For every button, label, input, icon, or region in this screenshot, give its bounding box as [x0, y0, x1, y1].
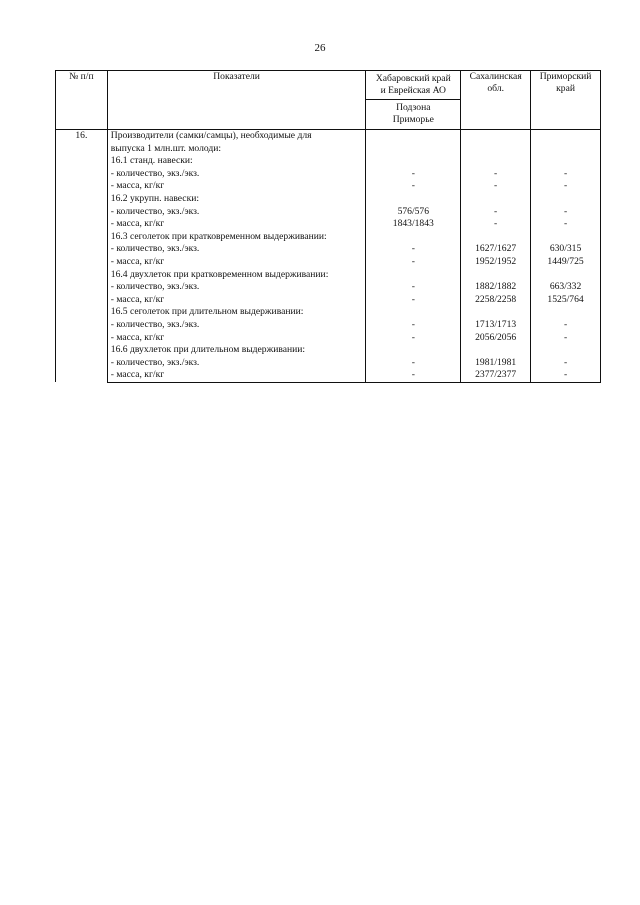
header-row	[56, 71, 601, 100]
khabarovsk-value: -	[366, 357, 461, 370]
table-row	[56, 344, 601, 357]
table-row	[56, 231, 601, 244]
table-row	[56, 294, 601, 307]
table-row	[56, 281, 601, 294]
sakhalin-value: 1952/1952	[461, 256, 531, 269]
indicator-cell: - количество, экз./экз.	[107, 206, 366, 219]
sakhalin-value: -	[461, 180, 531, 193]
sakhalin-value	[461, 344, 531, 357]
table-body	[56, 130, 601, 383]
primorsky-value: -	[531, 168, 601, 181]
sakhalin-value	[461, 306, 531, 319]
sakhalin-value	[461, 231, 531, 244]
khabarovsk-value: -	[366, 369, 461, 382]
header-num: № п/п	[56, 71, 108, 130]
table-row	[56, 357, 601, 370]
primorsky-value: -	[531, 357, 601, 370]
table-row	[56, 269, 601, 282]
khabarovsk-value	[366, 155, 461, 168]
header-sakhalin-line2: обл.	[487, 83, 504, 94]
row-number: 16.	[56, 130, 108, 383]
sakhalin-value: 2056/2056	[461, 332, 531, 345]
primorsky-value	[531, 231, 601, 244]
sakhalin-value	[461, 155, 531, 168]
sakhalin-value: 2258/2258	[461, 294, 531, 307]
sakhalin-value	[461, 143, 531, 156]
primorsky-value: -	[531, 218, 601, 231]
khabarovsk-value: -	[366, 294, 461, 307]
table-row	[56, 180, 601, 193]
primorsky-value	[531, 269, 601, 282]
khabarovsk-value	[366, 269, 461, 282]
indicator-cell: - масса, кг/кг	[107, 369, 366, 382]
khabarovsk-value: -	[366, 243, 461, 256]
indicator-cell: - масса, кг/кг	[107, 294, 366, 307]
indicator-cell: 16.2 укрупн. навески:	[107, 193, 366, 206]
indicator-cell: 16.6 двухлеток при длительном выдерживании:	[107, 344, 366, 357]
header-khabarovsk	[366, 71, 461, 100]
indicator-cell: - количество, экз./экз.	[107, 357, 366, 370]
indicator-cell: выпуска 1 млн.шт. молоди:	[107, 143, 366, 156]
table-row	[56, 206, 601, 219]
indicator-cell: - масса, кг/кг	[107, 180, 366, 193]
khabarovsk-value: -	[366, 168, 461, 181]
primorsky-value	[531, 155, 601, 168]
primorsky-value: 1525/764	[531, 294, 601, 307]
sakhalin-value: 1882/1882	[461, 281, 531, 294]
table-row	[56, 155, 601, 168]
sakhalin-value: 1713/1713	[461, 319, 531, 332]
table-row	[56, 319, 601, 332]
data-table	[55, 70, 601, 383]
indicator-cell: Производители (самки/самцы), необходимые для	[107, 130, 366, 143]
indicator-cell: - масса, кг/кг	[107, 218, 366, 231]
header-sakhalin	[461, 71, 531, 130]
header-primorsky	[531, 71, 601, 130]
table-row	[56, 243, 601, 256]
khabarovsk-value: -	[366, 180, 461, 193]
table-row	[56, 130, 601, 143]
primorsky-value: 630/315	[531, 243, 601, 256]
header-khabarovsk-line1: Хабаровский край	[375, 73, 451, 84]
indicator-cell: - количество, экз./экз.	[107, 243, 366, 256]
indicator-cell: 16.1 станд. навески:	[107, 155, 366, 168]
header-indicator: Показатели	[107, 71, 366, 130]
header-subzone-line1: Подзона	[396, 102, 431, 113]
header-primorsky-line1: Приморский	[539, 71, 592, 82]
khabarovsk-value	[366, 344, 461, 357]
table-row	[56, 143, 601, 156]
header-khabarovsk-line2: и Еврейская АО	[380, 85, 446, 96]
indicator-cell: - количество, экз./экз.	[107, 281, 366, 294]
indicator-cell: - масса, кг/кг	[107, 256, 366, 269]
indicator-cell: - количество, экз./экз.	[107, 168, 366, 181]
table-row	[56, 332, 601, 345]
primorsky-value: -	[531, 332, 601, 345]
khabarovsk-value: -	[366, 281, 461, 294]
khabarovsk-value	[366, 143, 461, 156]
sakhalin-value: 1627/1627	[461, 243, 531, 256]
primorsky-value: -	[531, 180, 601, 193]
sakhalin-value: 2377/2377	[461, 369, 531, 382]
header-sakhalin-line1: Сахалинская	[469, 71, 522, 82]
indicator-cell: 16.3 сеголеток при кратковременном выдерживании:	[107, 231, 366, 244]
indicator-cell: 16.5 сеголеток при длительном выдерживании:	[107, 306, 366, 319]
table-row	[56, 369, 601, 382]
indicator-cell: 16.4 двухлеток при кратковременном выдерживании:	[107, 269, 366, 282]
khabarovsk-value	[366, 231, 461, 244]
table-row	[56, 218, 601, 231]
khabarovsk-value	[366, 193, 461, 206]
primorsky-value: 663/332	[531, 281, 601, 294]
page-number: 26	[314, 42, 326, 54]
khabarovsk-value: 1843/1843	[366, 218, 461, 231]
primorsky-value	[531, 344, 601, 357]
khabarovsk-value: -	[366, 332, 461, 345]
primorsky-value	[531, 306, 601, 319]
primorsky-value: -	[531, 206, 601, 219]
table-row	[56, 193, 601, 206]
indicator-cell: - количество, экз./экз.	[107, 319, 366, 332]
primorsky-value	[531, 143, 601, 156]
primorsky-value: -	[531, 319, 601, 332]
sakhalin-value	[461, 193, 531, 206]
sakhalin-value	[461, 269, 531, 282]
sakhalin-value: -	[461, 218, 531, 231]
sakhalin-value	[461, 130, 531, 143]
header-subzone-line2: Приморье	[392, 114, 434, 125]
primorsky-value	[531, 130, 601, 143]
header-primorsky-line2: край	[556, 83, 575, 94]
sakhalin-value: -	[461, 206, 531, 219]
primorsky-value: -	[531, 369, 601, 382]
khabarovsk-value: 576/576	[366, 206, 461, 219]
sakhalin-value: -	[461, 168, 531, 181]
header-subzone	[366, 100, 461, 130]
khabarovsk-value	[366, 130, 461, 143]
khabarovsk-value: -	[366, 256, 461, 269]
table-row	[56, 306, 601, 319]
indicator-cell: - масса, кг/кг	[107, 332, 366, 345]
table-row	[56, 256, 601, 269]
sakhalin-value: 1981/1981	[461, 357, 531, 370]
khabarovsk-value	[366, 306, 461, 319]
primorsky-value	[531, 193, 601, 206]
khabarovsk-value: -	[366, 319, 461, 332]
table-row	[56, 168, 601, 181]
primorsky-value: 1449/725	[531, 256, 601, 269]
